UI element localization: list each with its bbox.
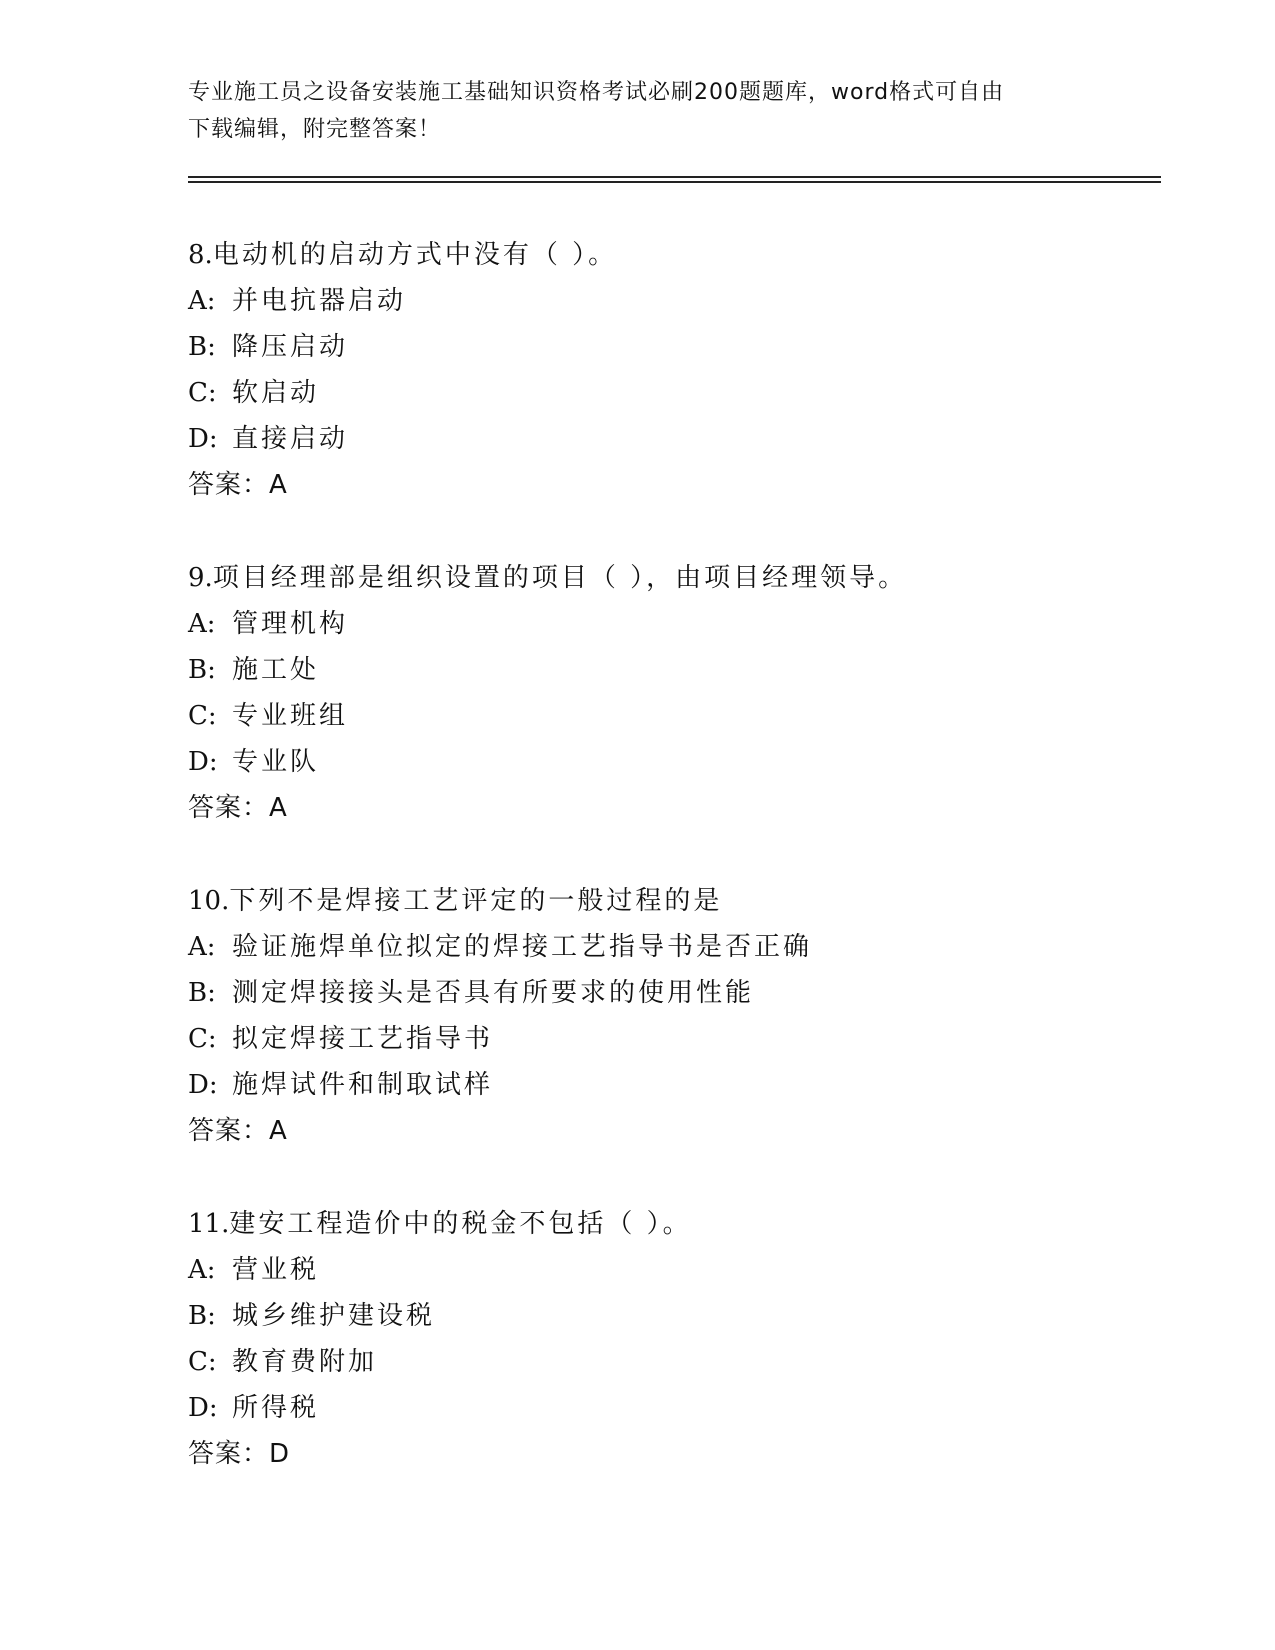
option-key: D: <box>188 1393 218 1423</box>
option-text: 施焊试件和制取试样 <box>232 1070 494 1100</box>
option-key: D: <box>188 424 218 454</box>
question-number: 10. <box>188 886 230 916</box>
question-10 <box>188 878 1188 1154</box>
option-c <box>188 1339 1188 1385</box>
option-b <box>188 324 1188 370</box>
question-list <box>188 232 1188 1524</box>
option-text: 所得税 <box>232 1393 320 1423</box>
answer-line: 答案：D <box>188 1439 291 1469</box>
question-text: 电动机的启动方式中没有（ ）。 <box>212 240 618 270</box>
question-8 <box>188 232 1188 508</box>
header-divider-bottom <box>188 181 1161 183</box>
option-c <box>188 693 1188 739</box>
option-text: 营业税 <box>232 1255 320 1285</box>
option-key: A: <box>188 1255 216 1285</box>
question-text: 下列不是焊接工艺评定的一般过程的是 <box>229 886 723 916</box>
option-key: C: <box>188 1347 217 1377</box>
option-d <box>188 1385 1188 1431</box>
question-stem <box>188 878 1188 924</box>
option-c <box>188 370 1188 416</box>
document-header <box>188 74 1088 148</box>
option-b <box>188 647 1188 693</box>
option-text: 专业班组 <box>232 701 349 731</box>
option-key: A: <box>188 932 216 962</box>
header-divider-top <box>188 176 1161 178</box>
question-stem <box>188 555 1188 601</box>
question-number: 9. <box>188 563 213 593</box>
option-key: A: <box>188 609 216 639</box>
answer-line: 答案：A <box>188 470 288 500</box>
option-text: 直接启动 <box>232 424 349 454</box>
question-number: 8. <box>188 240 213 270</box>
option-text: 管理机构 <box>232 609 349 639</box>
question-text: 项目经理部是组织设置的项目（ ），由项目经理领导。 <box>212 563 908 593</box>
header-line-1: 专业施工员之设备安装施工基础知识资格考试必刷200题题库，word格式可自由 <box>188 80 1005 105</box>
option-key: B: <box>188 978 216 1008</box>
option-text: 软启动 <box>232 378 320 408</box>
option-c <box>188 1016 1188 1062</box>
option-a <box>188 278 1188 324</box>
option-d <box>188 416 1188 462</box>
option-text: 并电抗器启动 <box>232 286 407 316</box>
option-d <box>188 1062 1188 1108</box>
option-key: D: <box>188 1070 218 1100</box>
option-b <box>188 970 1188 1016</box>
header-line-2: 下载编辑，附完整答案！ <box>188 117 442 142</box>
option-key: A: <box>188 286 216 316</box>
option-key: D: <box>188 747 218 777</box>
option-text: 降压启动 <box>232 332 349 362</box>
option-key: C: <box>188 378 217 408</box>
option-text: 施工处 <box>232 655 320 685</box>
option-text: 教育费附加 <box>232 1347 378 1377</box>
question-9 <box>188 555 1188 831</box>
question-11 <box>188 1201 1188 1477</box>
question-number: 11. <box>188 1209 230 1239</box>
option-text: 验证施焊单位拟定的焊接工艺指导书是否正确 <box>232 932 813 962</box>
option-text: 拟定焊接工艺指导书 <box>232 1024 494 1054</box>
option-key: B: <box>188 332 216 362</box>
question-text: 建安工程造价中的税金不包括（ ）。 <box>229 1209 692 1239</box>
option-key: B: <box>188 655 216 685</box>
option-text: 专业队 <box>232 747 320 777</box>
option-a <box>188 601 1188 647</box>
option-key: C: <box>188 1024 217 1054</box>
option-a <box>188 1247 1188 1293</box>
option-key: B: <box>188 1301 216 1331</box>
question-stem <box>188 1201 1188 1247</box>
answer-line: 答案：A <box>188 1116 288 1146</box>
option-text: 测定焊接接头是否具有所要求的使用性能 <box>232 978 755 1008</box>
option-key: C: <box>188 701 217 731</box>
option-a <box>188 924 1188 970</box>
option-text: 城乡维护建设税 <box>232 1301 436 1331</box>
answer-line: 答案：A <box>188 793 288 823</box>
question-stem <box>188 232 1188 278</box>
option-b <box>188 1293 1188 1339</box>
option-d <box>188 739 1188 785</box>
